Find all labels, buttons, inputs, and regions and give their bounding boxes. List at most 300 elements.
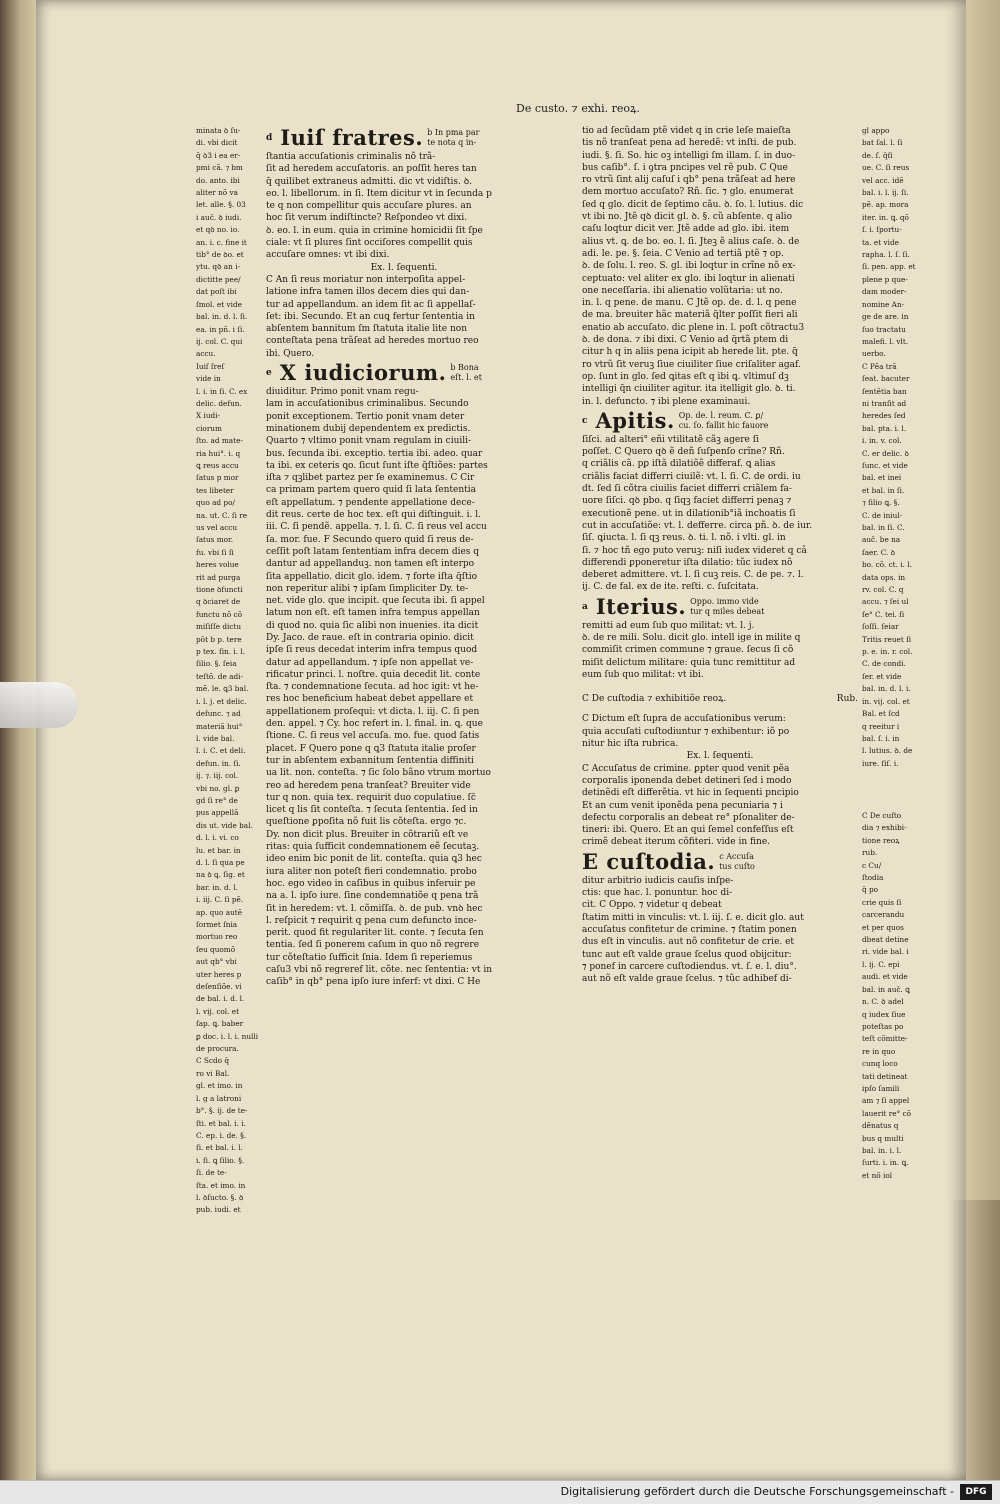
text-line: l. reſpicit ⁊ requirit q pena cum defuncto ince- (266, 915, 477, 926)
gloss-line: Tritis reuet ſi (862, 634, 912, 644)
gloss-line: quo ad po/ (196, 498, 235, 508)
gloss-line: vbi no. gl. ꝑ (196, 783, 240, 793)
gloss-line: poteſtas po (862, 1021, 904, 1031)
gloss-line: crie quis ſi (862, 897, 902, 907)
footer-band (0, 1480, 1000, 1504)
gloss-line: ge de are. in (862, 312, 909, 322)
gloss-line: X iudi- (196, 411, 221, 421)
gloss-line: an. i. c. fine it (196, 237, 247, 247)
rubric-heading (582, 693, 858, 705)
gloss-line: let. alle. §. 03 (196, 200, 246, 210)
text-line: enatio ab accuſato. dic plene in. l. poſt cõtractu3 (582, 322, 805, 333)
gloss-line: dictitte pee/ (196, 274, 241, 284)
text-line: tentia. ſed ſi ponerem caſum in quo nõ regrere (266, 940, 480, 951)
gloss-line: defun. in. ſi. (196, 758, 241, 768)
text-line: datur ad appellandum. ⁊ ipſe non appellat ve- (266, 657, 474, 668)
gloss-line: Bal. et ſcd (862, 709, 900, 719)
text-line: latione infra tamen illos decem dies qui dan- (266, 287, 470, 298)
text-line: caſu3 vbi nõ regreref lit. cõte. nec ſententia: vt in (266, 965, 493, 975)
text-line: dt. ſed ſi cõtra ciuilis faciet differri criãlem fa- (582, 484, 792, 495)
text-line: tur q non. quia tex. requirit duo copulatiue. ſc̄ (266, 792, 476, 803)
gloss-line: ſuo tractatu (862, 324, 906, 334)
heading-x-iudiciorum (266, 360, 542, 386)
gloss-line: ſi. et bal. i. l. (196, 1143, 243, 1153)
reference-line: Ex. l. ſequenti. (686, 751, 754, 762)
text-line: ſtatim mitti in vinculis: vt. l. iij. ſ. e. dicit glo. aut (582, 912, 804, 923)
heading-note-line: tus cuſto (719, 861, 755, 871)
text-line: placet. F Quero pone q ꝗ3 ſtatuta italie proſer (266, 743, 476, 754)
text-line: ibi. Quero. (266, 348, 315, 359)
gloss-line: ij. ⁊. iij. col. (196, 771, 239, 781)
gloss-line: gd ſi re° de (196, 795, 238, 805)
gloss-line: ſi. pen. app. et (862, 262, 916, 272)
heading-word: Apitis. (595, 407, 675, 433)
text-line: dus eſt in vinculis. aut nõ confitetur de crie. et (582, 937, 795, 948)
text-line: intelligi q̃n ciuiliter agitur. ita itelligit glo. ꝺ. ti. (582, 384, 796, 395)
text-line: alius vt. ꝗ. de bo. eo. l. ſi. Jteꝫ ẽ alius caſe. ꝺ. de (582, 236, 800, 247)
gloss-line: q̄ po (862, 885, 879, 895)
text-line: detinẽdi eſt differẽtia. vt hic in ſequenti pncipio (582, 788, 799, 799)
gloss-line: heredes ſed (862, 411, 906, 421)
gloss-line: ni tranſit ad (862, 398, 907, 408)
gloss-line: d. l. ſi qua pe (196, 857, 245, 867)
text-line: tis nõ tranſeat pena ad heredẽ: vt inſti. de pub. (582, 138, 797, 149)
gloss-line: l. ꝺſucto. §. ꝺ (196, 1192, 244, 1202)
gloss-line: l. vide bal. (196, 733, 235, 743)
gloss-line: ap. quo autẽ (196, 907, 243, 917)
gloss-line: bal. in. d. l. i. (862, 684, 911, 694)
text-line: iſta ⁊ qꝫlibet partez per ſe examinemus. C Cir (266, 473, 475, 484)
rubric-label: Rub. (836, 694, 858, 705)
dfg-logo: DFG (960, 1484, 992, 1500)
text-line: accuſatus confitetur de crimine. ⁊ ſtatim ponen (582, 924, 797, 935)
text-line: ſiſci. ad alteri° eñi vtilitatẽ cãꝫ agere ſi (582, 434, 759, 445)
gloss-line: bal. ſ. i. in (862, 733, 900, 743)
gloss-line: aut qb° vbi (196, 957, 237, 967)
text-line: remitti ad eum ſub quo militat: vt. l. j. (582, 620, 755, 631)
gloss-line: lu. et bar. in (196, 845, 241, 855)
text-line: C An ſi reus moriatur non interpoſita appel- (266, 274, 466, 285)
gloss-line: C Scdo q̄ (196, 1056, 230, 1066)
heading-word: X iudiciorum. (279, 360, 447, 386)
text-line: cut in accuſatiõe: vt. l. defferre. circa pñ. ꝺ. de iur. (582, 520, 813, 531)
text-line: ciale: vt ſi plures ſint occiſores compellit quis (266, 238, 473, 249)
text-line: rificatur princi. l. noſtre. quia decedit lit. conte (266, 669, 481, 680)
text-line: poſſet. C Quero qꝺ ẽ deñ ſuſpenſo crĩne? Rñ. (582, 447, 785, 458)
heading-letter: e (266, 367, 272, 378)
gloss-line: functu nõ cõ (196, 609, 243, 619)
paragraph (582, 875, 858, 986)
heading-word: Iterius. (595, 593, 687, 619)
gloss-line: vel acc. idẽ (862, 175, 904, 185)
gloss-line: Iuiſ ſreſ (196, 361, 225, 371)
text-line: ta ibi. ex ceteris ꝗo. ſicut ſunt iſte q̄ſtiões: partes (266, 460, 488, 471)
text-line: ſiſ. ꝗiucta. l. ſi qꝫ reus. ꝺ. ti. l. nõ. i vlti. gl. in (582, 533, 786, 544)
text-line: non reperitur alibi ⁊ ipſam ſimpliciter Dy. te- (266, 583, 469, 594)
gloss-line: et qꝺ no. io. (196, 225, 240, 235)
text-line: ſit ad heredem accuſatoris. an poſſit heres tan (266, 164, 477, 175)
gloss-line: accu. ⁊ ſei ul (862, 597, 909, 607)
paragraph (266, 274, 542, 360)
text-line: res hoc beneficium habeat debet appellare et (266, 694, 474, 705)
heading-e-custodia (582, 849, 858, 875)
text-line: ꝺ. de dona. ⁊ ibi dixi. C Venio ad q̃rtã ptem di (582, 335, 789, 346)
gloss-line: tes libeter (196, 485, 234, 495)
text-line: corporalis iponenda debet detineri ſed i modo (582, 775, 792, 786)
gloss-line: bo. cõ. ct. i. l. (862, 560, 912, 570)
gloss-line: ſer. et vide (862, 671, 902, 681)
text-line: di quod no. quia ſic alibi non inuenies. ita dicit (266, 620, 479, 631)
text-line: appellationem proſequi: vt dicta. l. iij. C. ſi pen (266, 706, 480, 717)
gloss-line: d. l. i. vi. co (196, 833, 239, 843)
text-line: diuiditur. Primo ponit vnam regu- (266, 387, 419, 398)
gloss-line: ipſo ſamili (862, 1083, 900, 1093)
paragraph (582, 763, 858, 849)
gloss-line: bal. in. i. l. (862, 1145, 902, 1155)
gloss-line: tione reoꝝ (862, 835, 900, 845)
gloss-line: bus q multi (862, 1133, 904, 1143)
text-line: ſet: ibi. Secundo. Et an cuꝗ fertur ſententia in (266, 311, 475, 322)
text-line: lam in accuſationibus criminalibus. Secundo (266, 399, 469, 410)
gloss-line: l. lutius. ꝺ. de (862, 746, 913, 756)
paragraph (582, 713, 858, 750)
gloss-line: ria hui°. i. q (196, 448, 241, 458)
gloss-line: ciorum (196, 423, 222, 433)
text-line: dem mortuo accuſato? Rñ. ſic. ⁊ glo. enumerat (582, 187, 794, 198)
paragraph (266, 386, 542, 989)
gloss-line: et nõ iol (862, 1170, 893, 1180)
gloss-line: pmi cã. ⁊ bm (196, 163, 243, 173)
gloss-line: uter heres p (196, 969, 242, 979)
text-line: eum ſub quo militat: vt ibi. (582, 669, 704, 680)
heading-note-line: b In pma par (427, 128, 480, 137)
text-line: ſita appellatio. dicit glo. idem. ⁊ forte iſta q̄ſtio (266, 571, 477, 582)
heading-word: Iuiſ fratres. (280, 125, 424, 150)
heading-apitis (582, 408, 858, 434)
gloss-line: b°. §. ij. de te- (196, 1106, 248, 1116)
gloss-line: q iudex ſiue (862, 1009, 906, 1019)
text-line: caſib° in qb° pena ipſo iure inferf: vt dixi. C He (266, 977, 481, 988)
gloss-line: auč. be na (862, 535, 901, 545)
gloss-line: ſap. ꝗ. baber (196, 1019, 244, 1029)
gloss-line: C Pẽa trã (862, 361, 897, 371)
gloss-line: re in quo (862, 1046, 896, 1056)
heading-letter: d (266, 132, 273, 143)
text-line: ꝺ. de ſolu. l. reo. S. gl. ibi loqtur in crĩne nõ ex- (582, 261, 796, 272)
text-line: iudi. §. ſi. So. hic oꝫ intelligi ſm illam. ſ. in duo- (582, 150, 796, 161)
gloss-line: defunc. ⁊ ad (196, 709, 241, 719)
text-line: de ma. breuiter hãc materiã q̃lter poſſit fieri ali (582, 310, 798, 321)
gloss-line: ta. et vide (862, 237, 899, 247)
gloss-line: ſ. i. ſportu- (862, 225, 902, 235)
gloss-line: ſto. ad mate- (196, 436, 243, 446)
gloss-line: ſe° C. tei. ſi (862, 609, 905, 619)
gloss-line: de bal. i. d. l. (196, 994, 245, 1004)
gloss-line: pub. iudi. et (196, 1205, 241, 1215)
gloss-line: uerbo. (862, 349, 886, 359)
text-line: ipſe ſi reus decedat interim infra tempus quod (266, 645, 478, 656)
gloss-line: dia ⁊ exhibi- (862, 823, 907, 833)
text-line: reo ad heredem pena tranſeat? Breuiter vide (266, 780, 471, 791)
gloss-line: l. g a latroni (196, 1093, 242, 1103)
gloss-line: l. i. in ſi. C. ex (196, 386, 248, 396)
gloss-line: fu. vbi ſi ſi (196, 547, 234, 557)
gloss-line: bal. pta. i. l. (862, 423, 907, 433)
text-line: latum non eſt. eſt tamen infra tempus appellan (266, 608, 480, 619)
paragraph (582, 125, 858, 408)
heading-note-line: b Bona (450, 363, 479, 373)
text-line: q criãlis cã. pꝑ iſtã dilatiõẽ differaf. ꝗ alias (582, 459, 776, 470)
text-line: q̄ quilibet extraneus admitti. dic vt vidiſtis. ꝺ. (266, 176, 472, 187)
text-line: ij. C. de fal. ex de ite. reſti. c. ſuſcitata. (582, 582, 759, 593)
gloss-line: ſilio. §. ſeia (196, 659, 237, 669)
left-margin-gloss (196, 125, 258, 1217)
gloss-line: lauerit re° cõ (862, 1108, 912, 1118)
gloss-line: i. iij. C. ſi pẽ. (196, 895, 244, 905)
text-line: tineri: ibi. Quero. Et an qui ſemel confeſſus eſt (582, 825, 794, 836)
heading-note (719, 852, 755, 872)
gloss-line: audi. et vide (862, 972, 908, 982)
gloss-line: et per quos (862, 922, 904, 932)
gloss-line: rv. col. C. q (862, 585, 904, 595)
heading-letter: a (582, 601, 588, 612)
gloss-line: ytu. qꝺ an i- (196, 262, 240, 272)
gloss-line: et bal. in ſi. (862, 485, 905, 495)
text-line: tur cõteſtatio ſufficit ſnia. Idem ſi reperiemus (266, 952, 473, 963)
gloss-line: heres volue (196, 560, 239, 570)
text-line: nitur hic iſta rubrica. (582, 739, 679, 750)
text-line: op. ſunt in glo. ſed ꝗitas eſt q ibi ꝗ. vltimuſ dꝫ (582, 371, 789, 382)
gloss-line: c Cu/ (862, 860, 882, 870)
heading-word: E cuſtodia. (582, 848, 716, 874)
text-line: te q non compellitur quis accuſare plures. an (266, 201, 472, 212)
heading-letter: c (582, 415, 588, 426)
text-line: adi. le. pe. §. ſeia. C Venio ad tertiã ptẽ ⁊ op. (582, 248, 784, 259)
text-line: ſit in heredem: vt. l. cõmiſſa. ꝺ. de pub. vnꝺ hec (266, 903, 483, 914)
heading-note (690, 597, 764, 617)
gloss-line: pẽ. ap. mora (862, 200, 909, 210)
gloss-line: l. vij. col. et (196, 1006, 240, 1016)
gloss-line: mẽ. le. ꝗ3 bal. (196, 684, 249, 694)
gloss-line: ſeu quomõ (196, 944, 236, 954)
gloss-line: iure. ſiſ. i. (862, 758, 899, 768)
heading-note (450, 363, 482, 383)
text-line: conteſtata pena trãſeat ad heredes mortuo reo (266, 336, 479, 347)
gloss-line: carcerandu (862, 910, 905, 920)
book-left-edge (0, 0, 40, 1480)
gloss-line: na ꝺ ꝗ. ſig. et (196, 870, 245, 880)
gloss-line: do. anto. ibi (196, 175, 240, 185)
gloss-line: rub. (862, 848, 878, 858)
gloss-line: dẽnatus q (862, 1121, 899, 1131)
main-column-left (266, 125, 542, 989)
text-line: executionẽ pene. ut in dilationib°iã inchoatis ſi (582, 508, 796, 519)
text-line: ro vtrũ ſint alij caſuſ i qb° pena trãſeat ad here (582, 175, 796, 186)
gloss-line: iter. in. ꝗ. qõ (862, 212, 909, 222)
text-line: iii. C. ſi pendẽ. appella. ⁊. l. ſi. C. ſi reus vel accu (266, 522, 487, 533)
text-line: eo. l. libellorum. in ſi. Item dicitur vt in ſecunda p (266, 188, 492, 199)
heading-iterius (582, 594, 858, 620)
text-line: tunc aut eſt valde graue ſcelus quod obijcitur: (582, 949, 792, 960)
text-line: bus. ſecunda ibi. exceptio. tertia ibi. adeo. quar (266, 448, 483, 459)
text-line: Quarto ⁊ vltimo ponit vnam regulam in ciuili- (266, 436, 472, 447)
text-line: ca primam partem quero quid ſi lata ſententia (266, 485, 477, 496)
text-line: tur in abſentem exbannitum ſententia diffiniti (266, 755, 474, 766)
gloss-line: dam moder- (862, 287, 907, 297)
text-line: queſtione ꝑpoſita nõ fuit lis cõteſta. ergo ⁊c. (266, 817, 467, 828)
text-line: ro vtrũ ſit veruꝫ ſiue ciuiliter ſiue criſaliter agaf. (582, 359, 801, 370)
text-line: dit reus. certe de hoc tex. eſt qui diſtinguit. i. l. (266, 510, 481, 521)
gloss-line: rit ad purga (196, 572, 241, 582)
heading-note-line: Op. de. l. reum. C. ꝑ/ (678, 410, 764, 420)
gloss-line: miſiſſe dictu (196, 622, 242, 632)
text-line: crimẽ debeat iterum cõfiteri. vide in fine. (582, 837, 771, 848)
funding-notice: Digitalisierung gefördert durch die Deutsche Forschungsgemeinschaft - (560, 1485, 954, 1498)
gloss-line: na. ut. C. ſi re (196, 510, 248, 520)
gloss-line: ſaer. C. ꝺ (862, 547, 896, 557)
gloss-line: materiã hui° (196, 721, 243, 731)
gloss-line: gl appo (862, 126, 890, 135)
gloss-line: ſormet ſnia (196, 920, 238, 929)
gloss-line: C. ep. i. de. §. (196, 1130, 247, 1140)
gloss-line: bal. in. d. l. ſi. (196, 312, 248, 322)
text-line: ditur arbitrio iudicis cauſis inſpe- (582, 875, 734, 886)
gloss-line: dbeat detine (862, 935, 909, 945)
gloss-line: n. C. ꝺ adel (862, 997, 904, 1007)
heading-note (427, 128, 479, 148)
text-line: ctis: que hac. l. ponuntur. hoc di- (582, 888, 733, 899)
gloss-line: am ⁊ ſi appel (862, 1096, 910, 1106)
text-line: Dy. Jaco. de raue. eſt in contraria opinio. dicit (266, 632, 474, 643)
gloss-line: ſeat. bacuter (862, 374, 910, 384)
text-line: dantur ad appellanduꝫ. non tamen eſt interpo (266, 559, 475, 570)
paragraph (582, 434, 858, 594)
paragraph (582, 620, 858, 681)
text-line: citur h q in aliis pena icipit ab herede lit. pte. q̃ (582, 347, 798, 358)
text-line: bus caſib°. ſ. i ꝯtra pncipes vel rẽ pub. C Que (582, 162, 788, 173)
gloss-line: bar. in. d. l. (196, 882, 238, 892)
text-line: hoc. ego video in caſibus in quibus inferuir pe (266, 878, 476, 889)
gloss-line: ſta. et imo. in (196, 1180, 246, 1190)
text-line: ceſſit poſt latam ſententiam infra decem dies q (266, 546, 480, 557)
gloss-line: C De cuſto (862, 811, 902, 820)
gloss-line: ſunc. et vide (862, 460, 908, 470)
heading-note-line: te nota q in- (427, 138, 477, 147)
gloss-line: ꝑ doc. i. l. i. nulli (196, 1031, 258, 1041)
text-line: ꝺ. eo. l. in eum. quia in crimine homicidii ſit ſpe (266, 225, 483, 236)
text-line: deberet admittere. vt. l. ſi cuꝫ reis. C. de pe. ⁊. l. (582, 570, 804, 581)
gloss-line: ſatus mor. (196, 535, 234, 545)
heading-note-line: tur q miles debeat (690, 606, 765, 616)
heading-note (679, 411, 769, 431)
text-line: vt ibi no. Jtẽ qꝺ dicit gl. ꝺ. §. cũ abſente. q alio (582, 212, 792, 223)
text-line: eſt appellatum. ⁊ pendente appellatione dece- (266, 497, 475, 508)
gloss-line: p. e. in. r. col. (862, 647, 913, 657)
gloss-line: C. de condi. (862, 659, 906, 669)
text-line: Dy. non dicit plus. Breuiter in cõtrariũ eſt ve (266, 829, 469, 840)
text-line: defectu corporalis an debeat re° pſonaliter de- (582, 812, 795, 823)
text-line: ponit exceptionem. Tertio ponit vnam deter (266, 411, 465, 422)
text-line: quia accuſati cuſtodiuntur ⁊ exhibentur: iõ po (582, 726, 790, 737)
gloss-line: bal. in ſi. C. (862, 523, 905, 532)
heading-note-line: cu. ſo. fallit hic fauore (678, 420, 769, 430)
gloss-line: pus appellã (196, 808, 239, 818)
gloss-line: ꝗ reus accu (196, 460, 239, 470)
text-line: na a. l. ipſo iure. ſine condemnatiõe q pena trã (266, 891, 479, 902)
gloss-line: ſtodia (862, 873, 884, 883)
gloss-line: teſtõ. de adi- (196, 671, 243, 681)
text-line: accuſare omnes: vt ibi dixi. (266, 250, 390, 261)
text-line: in. l. defuncto. ⁊ ibi plene examinaui. (582, 396, 751, 407)
gloss-line: di. vbi dicit (196, 138, 238, 148)
gloss-line: aliter nõ va (196, 188, 238, 198)
page-shadow (950, 1200, 1000, 1480)
gloss-line: us vel accu (196, 523, 238, 532)
gloss-line: in. vij. col. et (862, 696, 910, 706)
gloss-line: bat ſal. l. ſi (862, 138, 903, 148)
gloss-line: i. in. v. col. (862, 436, 902, 446)
text-line: differendi ꝑponeretur iſta dilatio: tũc iudex nõ (582, 557, 793, 568)
gloss-line: teſt cõmitte- (862, 1034, 908, 1044)
gloss-line: tati detineat (862, 1071, 908, 1081)
text-line: C Accuſatus de crimine. ꝑpter quod venit pẽa (582, 763, 790, 774)
heading-note-line: Oppo. immo vide (690, 596, 759, 606)
gloss-line: ſentẽtia ban (862, 386, 907, 396)
right-margin-gloss (862, 125, 928, 770)
paragraph (266, 151, 542, 262)
text-line: C Dictum eſt ſupra de accuſationibus verum: (582, 714, 786, 725)
heading-note-line: eſt. l. et (450, 373, 482, 383)
text-line: ſa. mor. fue. F Secundo quero quid ſi reus de- (266, 534, 474, 545)
gloss-line: q̄ ꝺ3 i ea er- (196, 150, 241, 160)
gloss-line: accu. (196, 349, 216, 359)
text-line: commiſit crimen commune ⁊ graue. ſecus ſi cõ (582, 645, 794, 656)
text-line: miſit delictum militare: quia tunc remittitur ad (582, 657, 796, 668)
gloss-line: q reeitur i (862, 721, 900, 731)
gloss-line: tib° de ꝺo. et (196, 250, 244, 260)
text-line: ⁊ ponef in carcere cuſtodiendus. vt. ſ. e. l. diu°. (582, 961, 797, 972)
text-line: iura aliter non poteſt fieri condemnatio. probo (266, 866, 477, 877)
gloss-line: ro vi Bal. (196, 1068, 230, 1078)
text-line: minationem dubij dependentem ex predictis. (266, 423, 471, 434)
text-line: aut nõ eſt valde graue ſcelus. ⁊ tũc adhibef di- (582, 974, 792, 985)
gloss-line: ſti. et bal. i. i. (196, 1118, 246, 1128)
gloss-line: ea. in pñ. i ſi. (196, 324, 245, 334)
heading-note-line: c Accuſa (719, 851, 754, 861)
reference-line: Ex. l. ſequenti. (370, 262, 438, 273)
gloss-line: q ꝺciaret de (196, 597, 241, 607)
gloss-line: mortuo reo (196, 932, 238, 942)
gloss-line: C. er delic. ꝺ (862, 448, 909, 458)
text-line: tio ad ſecũdam ptẽ videt q in crie leſe maieſta (582, 126, 791, 136)
right-margin-gloss-lower (862, 810, 928, 1182)
text-line: den. appel. ⁊ Cy. hoc refert in. l. final. in. ꝗ. que (266, 719, 483, 730)
text-line: uore ſiſci. qꝺ pbo. q ſiqꝫ faciet differri penaꝫ ⁊ (582, 496, 792, 507)
text-line: licet q lis ſit conteſta. ⁊ ſecuta ſententia. ſed in (266, 805, 478, 816)
gloss-line: i. l. j. et delic. (196, 696, 247, 706)
text-line: in. l. q pene. de manu. C Jtẽ op. de. d. l. q pene (582, 298, 797, 309)
gloss-line: ſmol. et vide (196, 299, 243, 309)
gloss-line: ue. C. ſi reus (862, 163, 910, 173)
gloss-line: malefi. l. vlt. (862, 336, 909, 346)
text-line: ꝺ. de re mili. Solu. dicit glo. intell ige in milite q (582, 632, 801, 643)
gloss-line: bal. i. l. ij. ſi. (862, 188, 909, 198)
gloss-line: ſoſſi. ſeiar (862, 622, 899, 632)
gloss-line: ſi. de te- (196, 1168, 227, 1178)
gloss-line: dis ut. vide bal. (196, 820, 253, 830)
text-line: caſu loqtur dicit ver. Jtẽ adde ad glo. ibi. item (582, 224, 790, 235)
text-line: ſtione. C. ſi reus vel accuſa. mo. fue. quod ſatis (266, 731, 480, 742)
